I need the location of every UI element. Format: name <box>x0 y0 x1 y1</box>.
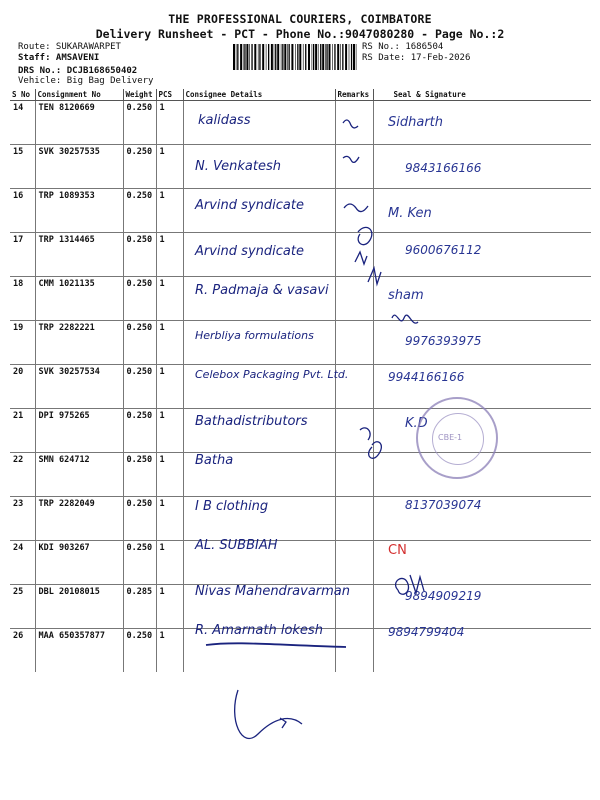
row-weight: 0.250 <box>123 409 156 453</box>
row-weight: 0.250 <box>123 189 156 233</box>
row-consignment-no: TRP 2282221 <box>35 321 123 365</box>
col-consignee: Consignee Details <box>183 89 335 101</box>
handwritten-signature: Sidharth <box>388 115 444 130</box>
handwritten-consignee: R. Amarnath lokesh <box>195 623 323 638</box>
row-pcs: 1 <box>156 497 183 541</box>
handwritten-signature: M. Ken <box>388 206 432 221</box>
handwritten-consignee: AL. SUBBIAH <box>195 538 278 553</box>
row-sno: 14 <box>10 101 35 145</box>
row-pcs: 1 <box>156 365 183 409</box>
col-consignment: Consignment No <box>35 89 123 101</box>
row-weight: 0.250 <box>123 277 156 321</box>
row-weight: 0.250 <box>123 541 156 585</box>
row-weight: 0.250 <box>123 365 156 409</box>
row-sno: 19 <box>10 321 35 365</box>
row-pcs: 1 <box>156 101 183 145</box>
handwritten-signature: 9976393975 <box>405 333 482 348</box>
handwritten-consignee: Bathadistributors <box>195 413 308 429</box>
row-consignment-no: DPI 975265 <box>35 409 123 453</box>
handwritten-signature: 9894799404 <box>388 625 465 639</box>
row-pcs: 1 <box>156 585 183 629</box>
row-consignment-no: TRP 2282049 <box>35 497 123 541</box>
row-weight: 0.250 <box>123 497 156 541</box>
stamp-label: CBE-1 <box>438 433 463 442</box>
row-sno: 21 <box>10 409 35 453</box>
row-consignment-no: MAA 650357877 <box>35 629 123 673</box>
row-weight: 0.250 <box>123 233 156 277</box>
col-remarks: Remarks <box>335 89 373 101</box>
handwritten-consignee: R. Padmaja & vasavi <box>195 283 329 298</box>
rs-number: RS No.: 1686504 <box>362 42 444 52</box>
company-title: THE PROFESSIONAL COURIERS, COIMBATORE <box>168 12 432 26</box>
row-pcs: 1 <box>156 189 183 233</box>
handwritten-signature: CN <box>388 543 407 558</box>
row-consignment-no: KDI 903267 <box>35 541 123 585</box>
handwritten-consignee: N. Venkatesh <box>195 158 281 174</box>
col-weight: Weight <box>123 89 156 101</box>
row-sno: 26 <box>13 631 24 641</box>
handwritten-signature: 9600676112 <box>405 242 482 257</box>
row-weight: 0.250 <box>123 321 156 365</box>
row-pcs: 1 <box>156 629 183 673</box>
handwritten-signature: 9894909219 <box>405 588 482 603</box>
row-pcs: 1 <box>156 233 183 277</box>
row-sno: 16 <box>10 189 35 233</box>
handwritten-consignee: I B clothing <box>195 498 269 514</box>
row-weight: 0.250 <box>123 145 156 189</box>
drs-info: DRS No.: DCJB168650402 <box>18 66 138 76</box>
row-weight: 0.250 <box>123 629 156 673</box>
row-consignment-no: TEN 8120669 <box>35 101 123 145</box>
row-sno: 24 <box>10 541 35 585</box>
handwritten-signature: 9944166166 <box>388 370 465 384</box>
route-info: Route: SUKARAWARPET <box>18 42 121 52</box>
handwritten-signature: K.D <box>405 415 428 431</box>
row-sno: 17 <box>10 233 35 277</box>
row-consignment-no: SVK 30257534 <box>35 365 123 409</box>
row-sno: 22 <box>10 453 35 497</box>
row-consignment-no: TRP 1314465 <box>35 233 123 277</box>
runsheet-subtitle: Delivery Runsheet - PCT - Phone No.:9047080280 - Page No.:2 <box>95 27 505 41</box>
handwritten-signature: sham <box>388 288 424 303</box>
row-pcs: 1 <box>156 277 183 321</box>
row-sno: 25 <box>10 585 35 629</box>
handwritten-consignee: Batha <box>195 453 234 468</box>
handwritten-consignee: Celebox Packaging Pvt. Ltd. <box>195 368 349 381</box>
handwritten-consignee: Herbliya formulations <box>195 328 314 342</box>
row-consignment-no: DBL 20108015 <box>35 585 123 629</box>
row-sno: 23 <box>10 497 35 541</box>
col-signature: Seal & Signature <box>373 89 591 101</box>
row-pcs: 1 <box>156 321 183 365</box>
rs-date: RS Date: 17-Feb-2026 <box>362 53 471 63</box>
row-sno: 15 <box>10 145 35 189</box>
handwritten-consignee: Nivas Mahendravarman <box>195 583 350 599</box>
row-consignment-no: SMN 624712 <box>35 453 123 497</box>
col-pcs: PCS <box>156 89 183 101</box>
staff-info: Staff: AMSAVENI <box>18 53 100 63</box>
vehicle-info: Vehicle: Big Bag Delivery <box>18 76 154 86</box>
handwritten-consignee: Arvind syndicate <box>195 198 304 213</box>
row-pcs: 1 <box>156 409 183 453</box>
row-consignment-no: SVK 30257535 <box>35 145 123 189</box>
row-pcs: 1 <box>156 145 183 189</box>
row-sno: 18 <box>10 277 35 321</box>
row-pcs: 1 <box>156 541 183 585</box>
row-consignment-no: TRP 1089353 <box>35 189 123 233</box>
handwritten-consignee: kalidass <box>198 113 251 128</box>
row-weight: 0.250 <box>123 101 156 145</box>
col-sno: S No <box>10 89 35 101</box>
handwritten-signature: 8137039074 <box>405 497 482 512</box>
row-pcs: 1 <box>156 453 183 497</box>
handwritten-signature: 9843166166 <box>405 160 482 175</box>
row-sno: 20 <box>10 365 35 409</box>
row-consignment-no: CMM 1021135 <box>35 277 123 321</box>
row-weight: 0.285 <box>123 585 156 629</box>
handwritten-consignee: Arvind syndicate <box>195 243 304 259</box>
row-weight: 0.250 <box>123 453 156 497</box>
